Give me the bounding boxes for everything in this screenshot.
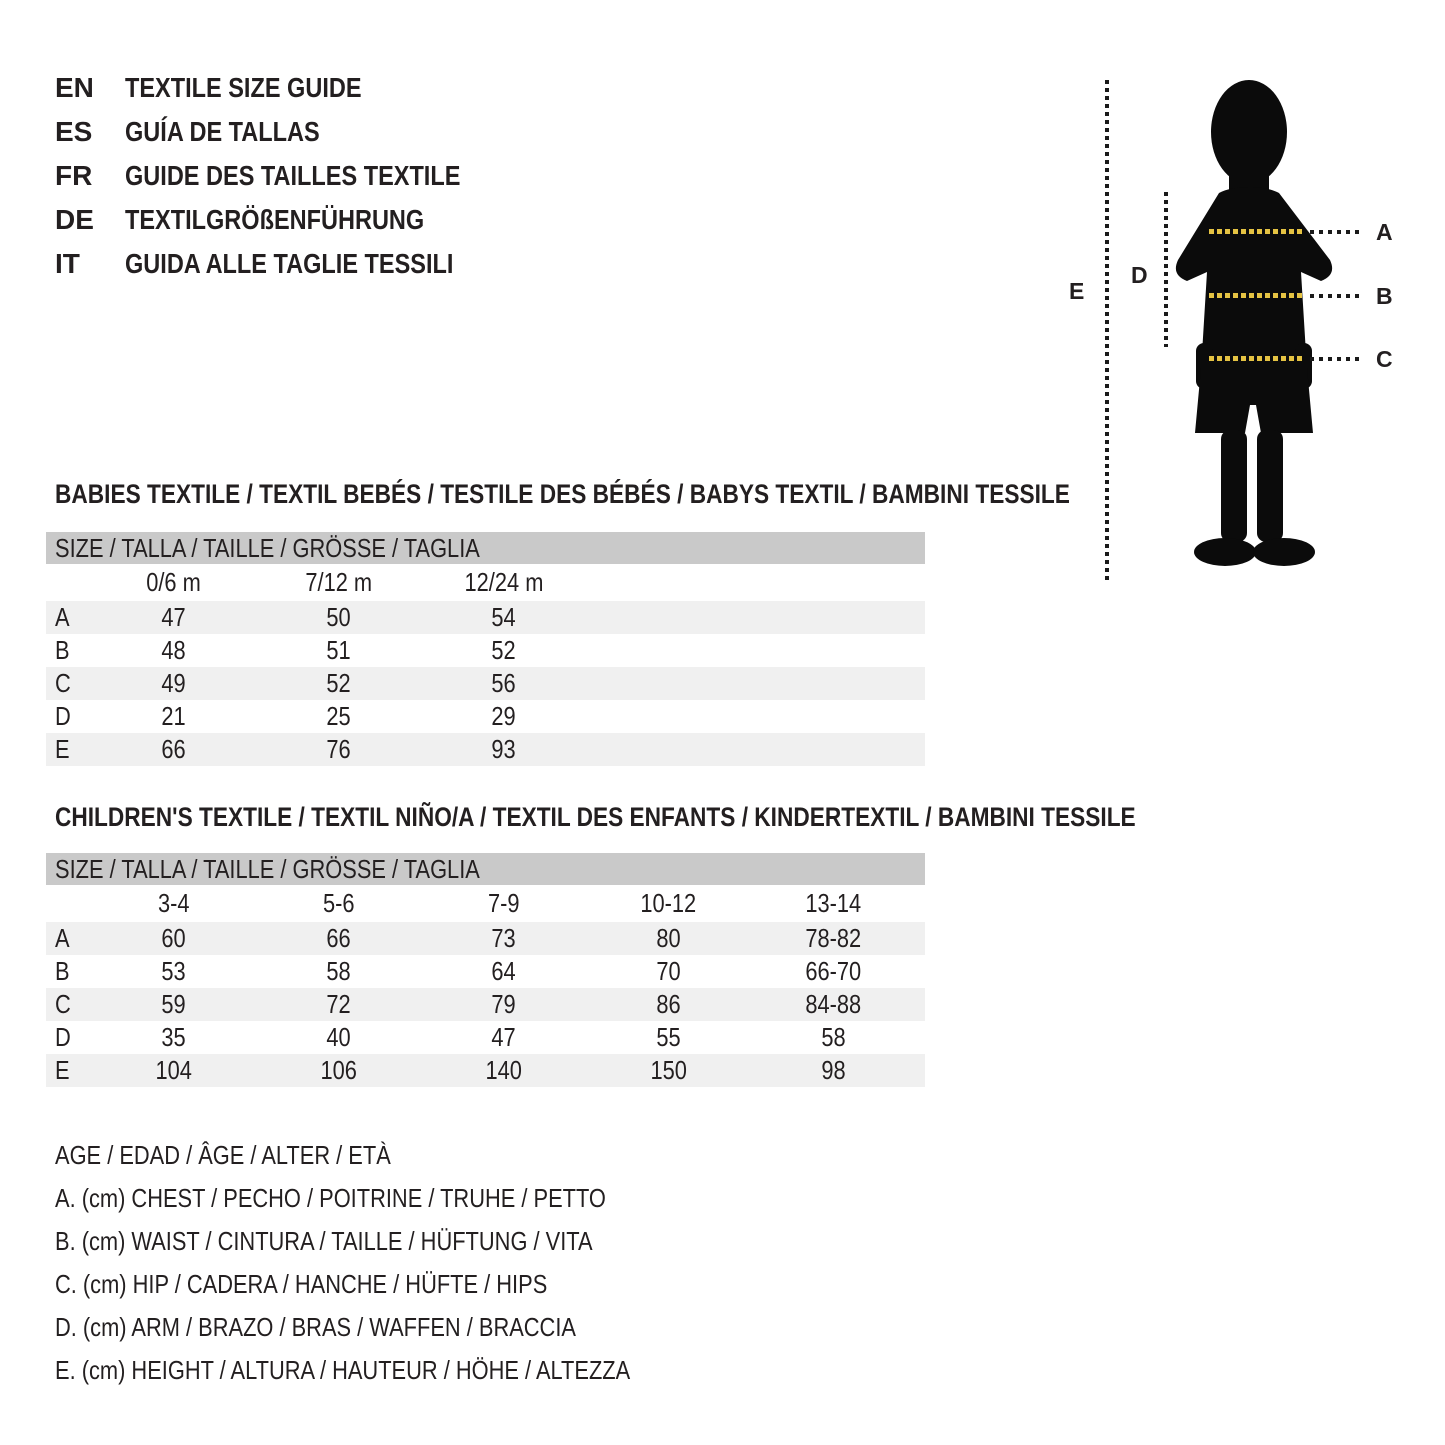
- row-label-cell-text: E: [55, 734, 70, 764]
- legend-line-text: A. (cm) CHEST / PECHO / POITRINE / TRUHE / PETTO: [55, 1183, 606, 1213]
- language-guide-title: GUIDE DES TAILLES TEXTILE: [125, 160, 461, 191]
- column-header-cell: [421, 885, 586, 922]
- value-cell: [256, 922, 421, 955]
- value-cell: [91, 634, 256, 667]
- row-label-cell-text: D: [55, 701, 71, 731]
- filler-cell: [586, 667, 925, 700]
- column-header-cell: [91, 564, 256, 601]
- language-code: DE: [55, 204, 94, 235]
- babies-size-table: [46, 564, 925, 766]
- children-size-header-text: SIZE / TALLA / TAILLE / GRÖSSE / TAGLIA: [55, 854, 480, 884]
- row-label-cell: [46, 601, 91, 634]
- value-cell-text: 58: [326, 956, 351, 986]
- value-cell-text: 98: [821, 1055, 846, 1085]
- value-cell-text: 79: [491, 989, 516, 1019]
- language-row: [55, 118, 524, 146]
- value-cell-text: 40: [326, 1022, 351, 1052]
- measure-label-d: D: [1131, 262, 1148, 288]
- filler-cell: [586, 601, 925, 634]
- filler-cell: [586, 564, 925, 601]
- table-row: [46, 955, 925, 988]
- value-cell: [421, 922, 586, 955]
- table-row: [46, 634, 925, 667]
- value-cell-text: 70: [656, 956, 681, 986]
- value-cell-text: 86: [656, 989, 681, 1019]
- language-row: [55, 74, 524, 102]
- babies-section-title-text: BABIES TEXTILE / TEXTIL BEBÉS / TESTILE DES BÉBÉS / BABYS TEXTIL / BAMBINI TESSILE: [55, 479, 1070, 509]
- body-measure-dashes: [1209, 293, 1303, 298]
- value-cell: [91, 700, 256, 733]
- value-cell-text: 51: [326, 635, 351, 665]
- value-cell-text: 150: [650, 1055, 687, 1085]
- value-cell-text: 35: [161, 1022, 186, 1052]
- row-label-cell-text: E: [55, 1055, 70, 1085]
- table-row: [46, 1021, 925, 1054]
- value-cell: [751, 1054, 916, 1087]
- measure-label-b: B: [1376, 283, 1393, 309]
- children-size-table: [46, 885, 925, 1087]
- value-cell-text: 52: [491, 635, 516, 665]
- column-header-cell: [256, 564, 421, 601]
- leader-dotted-line: [1310, 294, 1363, 298]
- measure-label-a: A: [1376, 219, 1393, 245]
- value-cell-text: 25: [326, 701, 351, 731]
- column-header-cell: [586, 885, 751, 922]
- language-guide-title: TEXTILE SIZE GUIDE: [125, 72, 362, 103]
- value-cell-text: 104: [155, 1055, 192, 1085]
- value-cell: [751, 1021, 916, 1054]
- value-cell-text: 80: [656, 923, 681, 953]
- language-guide-title: GUIDA ALLE TAGLIE TESSILI: [125, 248, 454, 279]
- value-cell-text: 66: [161, 734, 186, 764]
- body-measure-dashes: [1209, 356, 1303, 361]
- value-cell: [256, 733, 421, 766]
- column-header-cell: [91, 885, 256, 922]
- value-cell: [91, 922, 256, 955]
- row-label-cell: [46, 700, 91, 733]
- language-row: [55, 162, 524, 190]
- value-cell: [421, 988, 586, 1021]
- table-row: [46, 733, 925, 766]
- value-cell: [91, 1021, 256, 1054]
- row-label-cell-text: A: [55, 923, 70, 953]
- value-cell-text: 48: [161, 635, 186, 665]
- value-cell-text: 47: [161, 602, 186, 632]
- value-cell: [421, 634, 586, 667]
- babies-size-header-bar: [46, 532, 925, 564]
- filler-cell: [916, 988, 925, 1021]
- children-size-header-bar: [46, 853, 925, 885]
- value-cell: [586, 1021, 751, 1054]
- legend-line-text: D. (cm) ARM / BRAZO / BRAS / WAFFEN / BRACCIA: [55, 1312, 576, 1342]
- value-cell-text: 60: [161, 923, 186, 953]
- column-header-cell: [421, 564, 586, 601]
- legend-line-text: AGE / EDAD / ÂGE / ALTER / ETÀ: [55, 1140, 391, 1170]
- value-cell-text: 53: [161, 956, 186, 986]
- filler-cell: [916, 1054, 925, 1087]
- value-cell-text: 84-88: [805, 989, 862, 1019]
- leader-dotted-line: [1310, 230, 1363, 234]
- table-row: [46, 667, 925, 700]
- value-cell-text: 66-70: [805, 956, 862, 986]
- value-cell: [256, 601, 421, 634]
- value-cell: [421, 955, 586, 988]
- filler-cell: [916, 955, 925, 988]
- legend-line: [55, 1357, 740, 1383]
- table-row: [46, 1054, 925, 1087]
- legend-line: [55, 1228, 740, 1254]
- value-cell: [256, 700, 421, 733]
- value-cell-text: 106: [320, 1055, 357, 1085]
- value-cell-text: 66: [326, 923, 351, 953]
- arm-d-dotted-line: [1164, 192, 1168, 347]
- column-header-cell-text: 13-14: [805, 888, 862, 918]
- language-code: FR: [55, 160, 93, 191]
- value-cell-text: 59: [161, 989, 186, 1019]
- column-header-cell-text: 7-9: [487, 888, 520, 918]
- value-cell-text: 56: [491, 668, 516, 698]
- row-label-cell: [46, 634, 91, 667]
- filler-cell: [916, 1021, 925, 1054]
- table-row: [46, 922, 925, 955]
- legend-line: [55, 1142, 740, 1168]
- value-cell: [586, 955, 751, 988]
- value-cell-text: 29: [491, 701, 516, 731]
- row-label-cell-text: C: [55, 668, 71, 698]
- column-header-cell: [751, 885, 916, 922]
- row-label-cell-text: A: [55, 602, 70, 632]
- body-measure-dashes: [1209, 229, 1303, 234]
- babies-section-title: [55, 481, 1263, 508]
- value-cell: [586, 1054, 751, 1087]
- measure-label-c: C: [1376, 346, 1393, 372]
- table-row: [46, 601, 925, 634]
- value-cell: [256, 634, 421, 667]
- language-code: EN: [55, 72, 94, 103]
- value-cell: [256, 988, 421, 1021]
- leader-dotted-line: [1310, 357, 1363, 361]
- filler-cell: [916, 922, 925, 955]
- value-cell-text: 55: [656, 1022, 681, 1052]
- measurement-legend: [55, 1142, 740, 1383]
- value-cell: [421, 667, 586, 700]
- language-title-list: [55, 74, 524, 278]
- value-cell: [421, 1054, 586, 1087]
- value-cell: [91, 988, 256, 1021]
- row-label-cell-text: B: [55, 635, 70, 665]
- row-label-cell: [46, 1021, 91, 1054]
- value-cell-text: 140: [485, 1055, 522, 1085]
- legend-line-text: C. (cm) HIP / CADERA / HANCHE / HÜFTE / HIPS: [55, 1269, 548, 1299]
- row-label-cell: [46, 988, 91, 1021]
- value-cell-text: 93: [491, 734, 516, 764]
- language-guide-title: TEXTILGRÖßENFÜHRUNG: [125, 204, 425, 235]
- value-cell: [586, 922, 751, 955]
- value-cell: [256, 1054, 421, 1087]
- value-cell: [751, 988, 916, 1021]
- value-cell: [751, 922, 916, 955]
- row-label-cell: [46, 733, 91, 766]
- row-label-cell: [46, 885, 91, 922]
- value-cell: [91, 733, 256, 766]
- column-header-row: [46, 564, 925, 601]
- children-section-title: [55, 804, 1342, 831]
- row-label-cell: [46, 667, 91, 700]
- language-code: ES: [55, 116, 93, 147]
- value-cell-text: 50: [326, 602, 351, 632]
- column-header-cell-text: 0/6 m: [146, 567, 201, 597]
- value-cell: [91, 955, 256, 988]
- value-cell-text: 64: [491, 956, 516, 986]
- value-cell: [256, 667, 421, 700]
- column-header-cell-text: 5-6: [322, 888, 355, 918]
- value-cell: [91, 601, 256, 634]
- measure-label-e: E: [1069, 278, 1085, 304]
- babies-size-header-text: SIZE / TALLA / TAILLE / GRÖSSE / TAGLIA: [55, 533, 480, 563]
- column-header-cell-text: 12/24 m: [464, 567, 543, 597]
- children-section-title-text: CHILDREN'S TEXTILE / TEXTIL NIÑO/A / TEXTIL DES ENFANTS / KINDERTEXTIL / BAMBINI TESSILE: [55, 802, 1136, 832]
- row-label-cell: [46, 922, 91, 955]
- filler-cell: [586, 634, 925, 667]
- value-cell: [421, 1021, 586, 1054]
- column-header-cell-text: 3-4: [157, 888, 190, 918]
- legend-line-text: E. (cm) HEIGHT / ALTURA / HAUTEUR / HÖHE / ALTEZZA: [55, 1355, 631, 1385]
- row-label-cell: [46, 1054, 91, 1087]
- row-label-cell: [46, 564, 91, 601]
- value-cell-text: 49: [161, 668, 186, 698]
- language-row: [55, 206, 524, 234]
- filler-cell: [586, 733, 925, 766]
- language-code: IT: [55, 248, 80, 279]
- column-header-cell-text: 10-12: [640, 888, 697, 918]
- table-row: [46, 988, 925, 1021]
- legend-line: [55, 1271, 740, 1297]
- value-cell: [256, 1021, 421, 1054]
- column-header-cell-text: 7/12 m: [305, 567, 372, 597]
- language-guide-title: GUÍA DE TALLAS: [125, 116, 320, 147]
- value-cell: [421, 733, 586, 766]
- value-cell: [256, 955, 421, 988]
- value-cell: [586, 988, 751, 1021]
- row-label-cell-text: B: [55, 956, 70, 986]
- legend-line: [55, 1314, 740, 1340]
- row-label-cell: [46, 955, 91, 988]
- row-label-cell-text: D: [55, 1022, 71, 1052]
- legend-line-text: B. (cm) WAIST / CINTURA / TAILLE / HÜFTUNG / VITA: [55, 1226, 593, 1256]
- value-cell-text: 52: [326, 668, 351, 698]
- value-cell: [421, 601, 586, 634]
- filler-cell: [916, 885, 925, 922]
- value-cell-text: 58: [821, 1022, 846, 1052]
- value-cell-text: 78-82: [805, 923, 862, 953]
- filler-cell: [586, 700, 925, 733]
- value-cell-text: 54: [491, 602, 516, 632]
- value-cell-text: 76: [326, 734, 351, 764]
- value-cell: [91, 1054, 256, 1087]
- value-cell-text: 72: [326, 989, 351, 1019]
- table-row: [46, 700, 925, 733]
- language-row: [55, 250, 524, 278]
- row-label-cell-text: C: [55, 989, 71, 1019]
- value-cell-text: 73: [491, 923, 516, 953]
- value-cell: [421, 700, 586, 733]
- value-cell: [91, 667, 256, 700]
- value-cell: [751, 955, 916, 988]
- value-cell-text: 21: [161, 701, 186, 731]
- legend-line: [55, 1185, 740, 1211]
- value-cell-text: 47: [491, 1022, 516, 1052]
- column-header-cell: [256, 885, 421, 922]
- column-header-row: [46, 885, 925, 922]
